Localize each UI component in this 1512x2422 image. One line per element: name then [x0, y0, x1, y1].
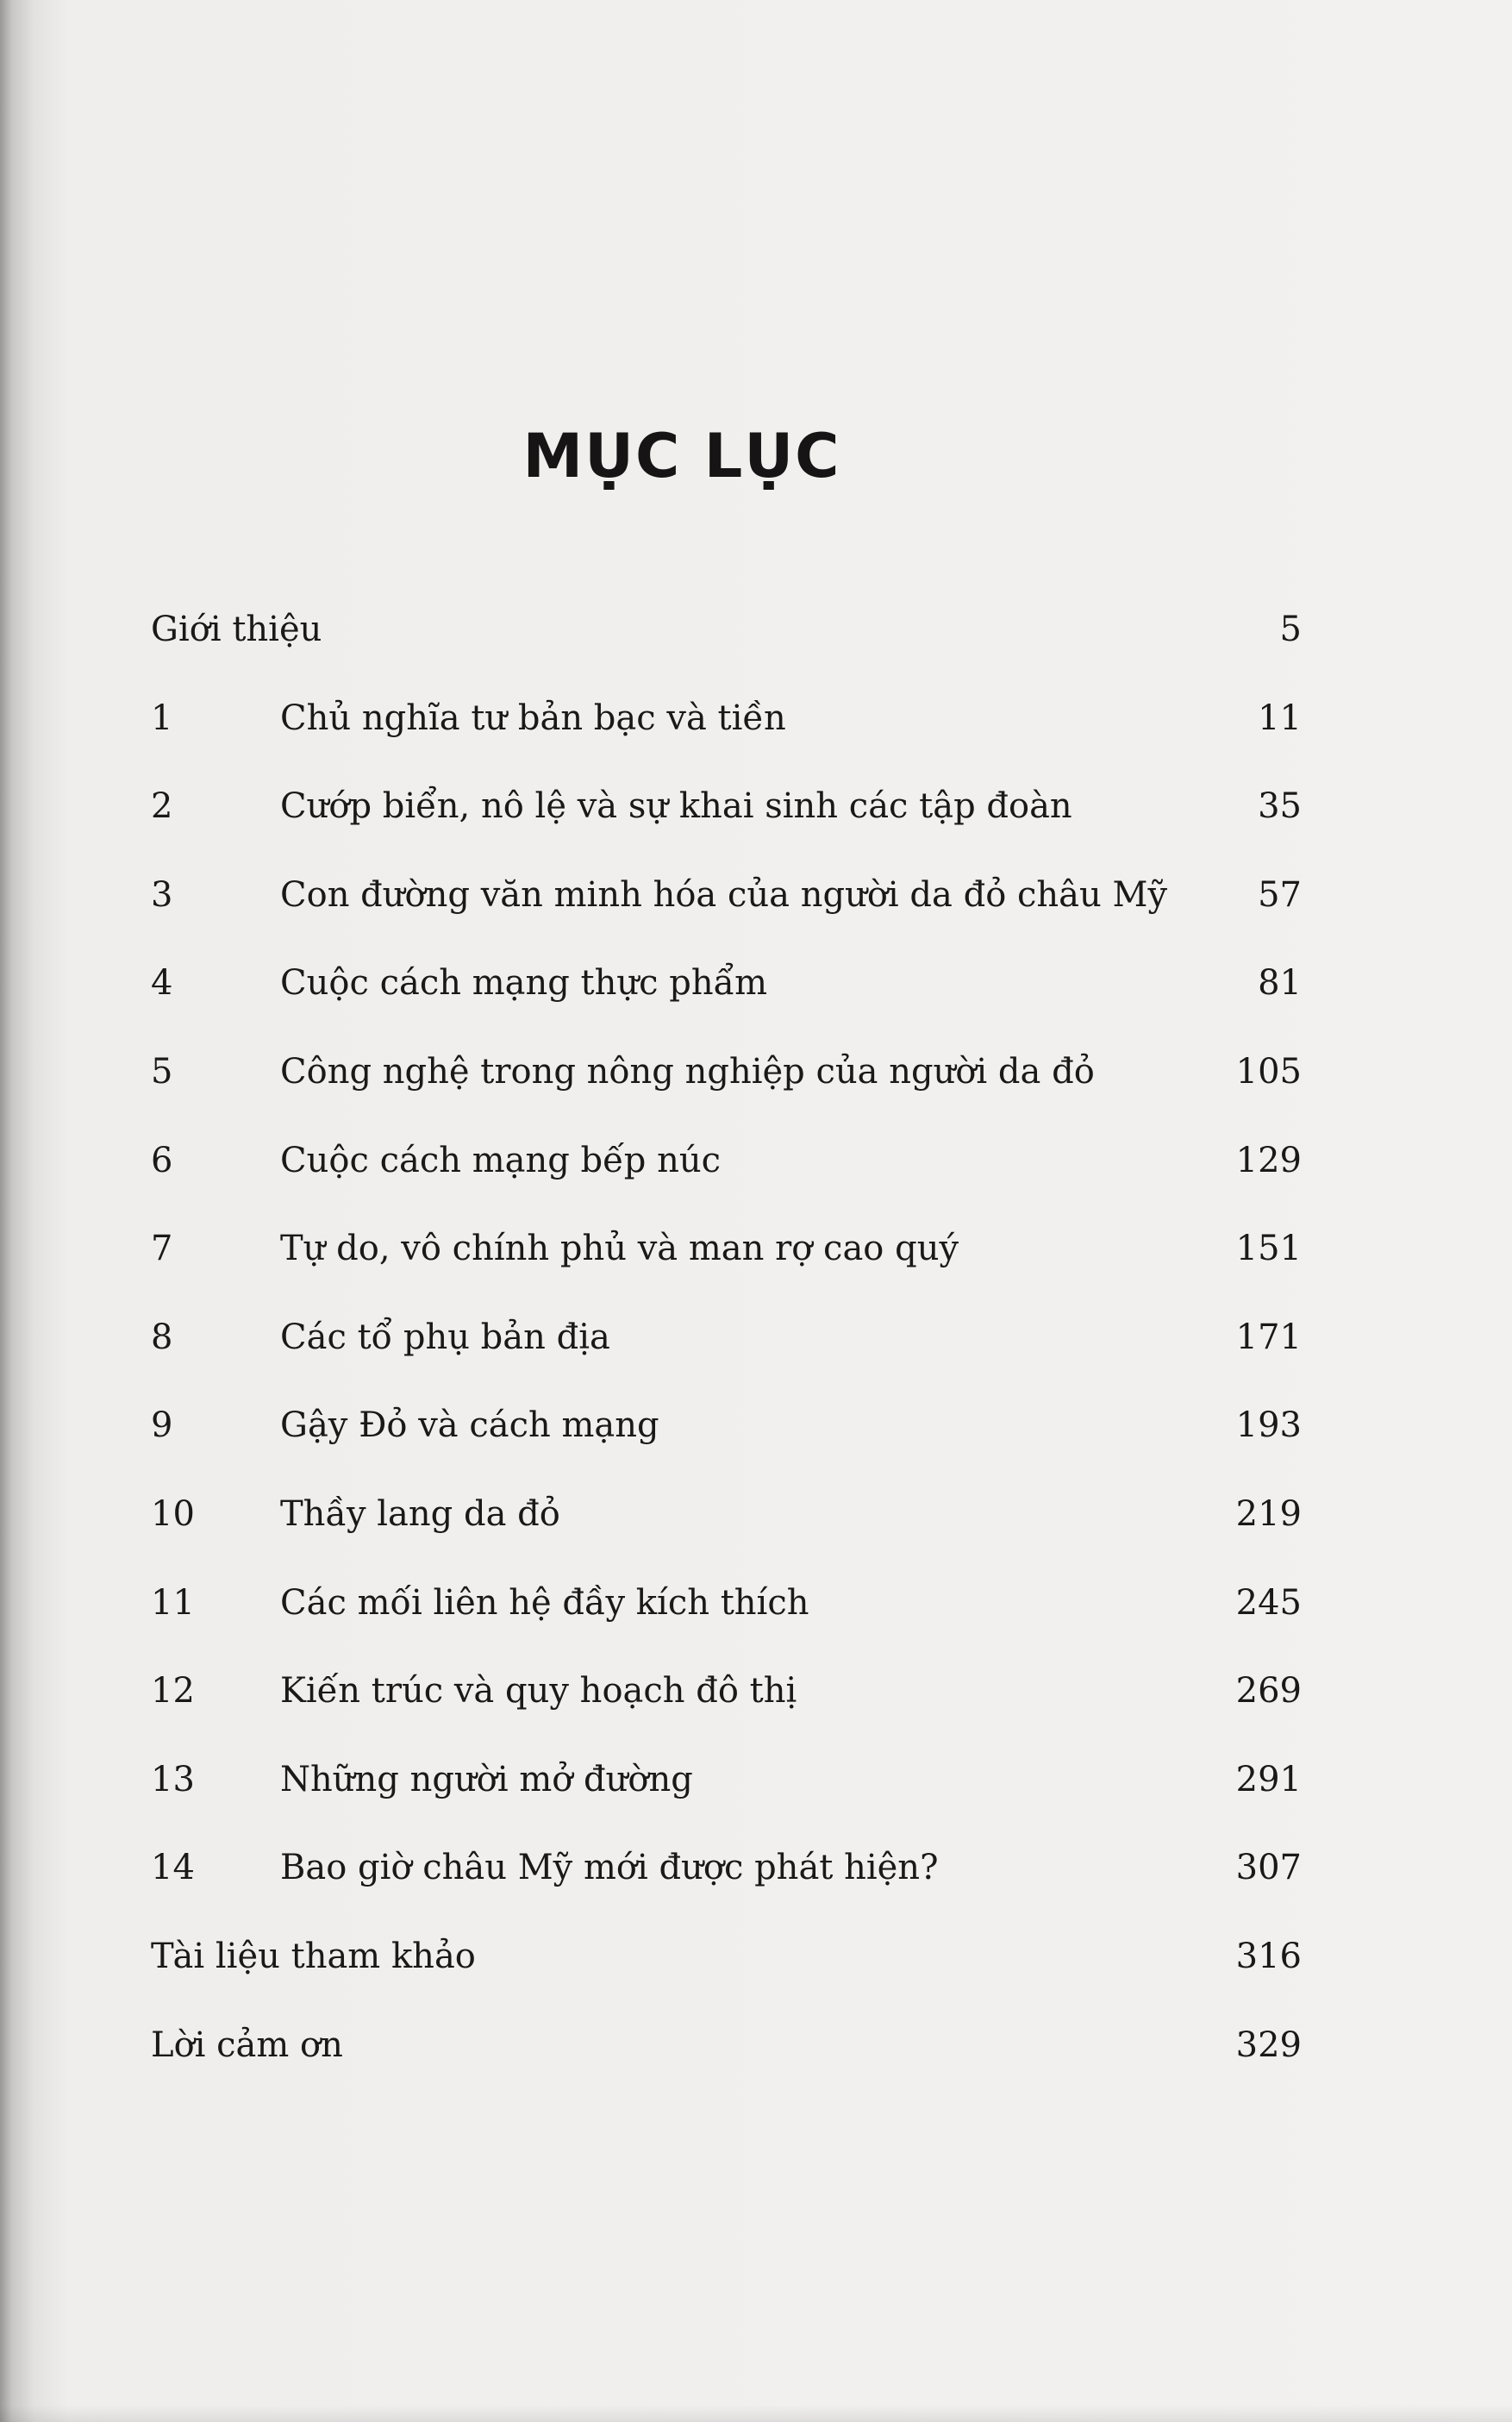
toc-entry-label: Kiến trúc và quy hoạch đô thị: [280, 1671, 797, 1712]
toc-entry-label: Gậy Đỏ và cách mạng: [280, 1405, 659, 1446]
toc-entry-introduction: [151, 604, 1302, 692]
toc-entry-label: Chủ nghĩa tư bản bạc và tiền: [280, 698, 786, 738]
toc-entry-page: 307: [1235, 1848, 1302, 1888]
toc-entry-label: Tự do, vô chính phủ và man rợ cao quý: [280, 1229, 959, 1269]
toc-entry-label: Những người mở đường: [280, 1759, 693, 1799]
toc-entry-page: 316: [1235, 1936, 1302, 1976]
toc-entry-chapter-2: [151, 780, 1302, 869]
toc-entry-number: 8: [151, 1317, 173, 1357]
toc-entry-chapter-9: [151, 1399, 1302, 1488]
toc-entry-label: Cướp biển, nô lệ và sự khai sinh các tập đoàn: [280, 786, 1072, 827]
toc-entry-chapter-14: [151, 1842, 1302, 1931]
toc-entry-page: 57: [1258, 874, 1302, 915]
toc-entry-references: [151, 1931, 1302, 2019]
toc-entry-label: Con đường văn minh hóa của người da đỏ châu Mỹ: [280, 874, 1168, 915]
page-title: MỤC LỤC: [522, 421, 841, 491]
toc-entry-chapter-10: [151, 1488, 1302, 1577]
toc-entry-page: 151: [1235, 1229, 1302, 1269]
toc-entry-label: Các mối liên hệ đầy kích thích: [280, 1582, 809, 1623]
toc-entry-page: 105: [1235, 1051, 1302, 1092]
toc-entry-page: 5: [1279, 610, 1302, 649]
toc-entry-chapter-5: [151, 1046, 1302, 1135]
page-edge-shadow: [0, 2405, 1512, 2422]
toc-entry-number: 11: [151, 1582, 195, 1623]
toc-entry-page: 129: [1235, 1140, 1302, 1180]
toc-entry-number: 5: [151, 1051, 173, 1092]
toc-entry-page: 291: [1235, 1759, 1302, 1799]
toc-entry-number: 14: [151, 1848, 195, 1888]
toc-entry-chapter-4: [151, 957, 1302, 1046]
toc-entry-page: 193: [1235, 1405, 1302, 1446]
toc-entry-chapter-8: [151, 1311, 1302, 1400]
toc-entry-label: Cuộc cách mạng thực phẩm: [280, 963, 768, 1004]
toc-entry-page: 11: [1258, 698, 1302, 738]
toc-entry-number: 1: [151, 698, 173, 738]
toc-entry-label: Công nghệ trong nông nghiệp của người da đỏ: [280, 1051, 1095, 1092]
toc-entry-label: Các tổ phụ bản địa: [280, 1317, 610, 1357]
toc-entry-label: Giới thiệu: [151, 610, 322, 649]
toc-entry-chapter-6: [151, 1135, 1302, 1224]
toc-entry-label: Tài liệu tham khảo: [151, 1936, 476, 1976]
toc-entry-page: 171: [1235, 1317, 1302, 1357]
toc-entry-number: 2: [151, 786, 173, 827]
toc-entry-label: Thầy lang da đỏ: [280, 1493, 560, 1534]
toc-entry-chapter-1: [151, 692, 1302, 781]
toc-entry-chapter-3: [151, 869, 1302, 958]
toc-entry-chapter-12: [151, 1665, 1302, 1754]
toc-entry-number: 9: [151, 1405, 173, 1446]
toc-entry-page: 219: [1235, 1493, 1302, 1534]
toc-entry-page: 81: [1258, 963, 1302, 1004]
toc-entry-label: Bao giờ châu Mỹ mới được phát hiện?: [280, 1848, 939, 1888]
toc-entry-number: 7: [151, 1229, 173, 1269]
toc-entry-chapter-13: [151, 1754, 1302, 1843]
toc-entry-page: 329: [1235, 2025, 1302, 2065]
toc-entry-chapter-7: [151, 1223, 1302, 1311]
toc-entry-acknowledgements: [151, 2019, 1302, 2108]
toc-entry-number: 6: [151, 1140, 173, 1180]
toc-entry-number: 10: [151, 1493, 195, 1534]
toc-entry-page: 35: [1258, 786, 1302, 827]
toc-entry-page: 245: [1235, 1582, 1302, 1623]
toc-entry-chapter-11: [151, 1577, 1302, 1666]
toc-entry-label: Cuộc cách mạng bếp núc: [280, 1140, 722, 1180]
toc-entry-number: 3: [151, 874, 173, 915]
toc-entry-number: 13: [151, 1759, 195, 1799]
toc-entry-number: 12: [151, 1671, 195, 1712]
toc-entry-label: Lời cảm ơn: [151, 2025, 343, 2065]
toc-entry-number: 4: [151, 963, 173, 1004]
toc-entry-page: 269: [1235, 1671, 1302, 1712]
table-of-contents: [151, 604, 1302, 2107]
